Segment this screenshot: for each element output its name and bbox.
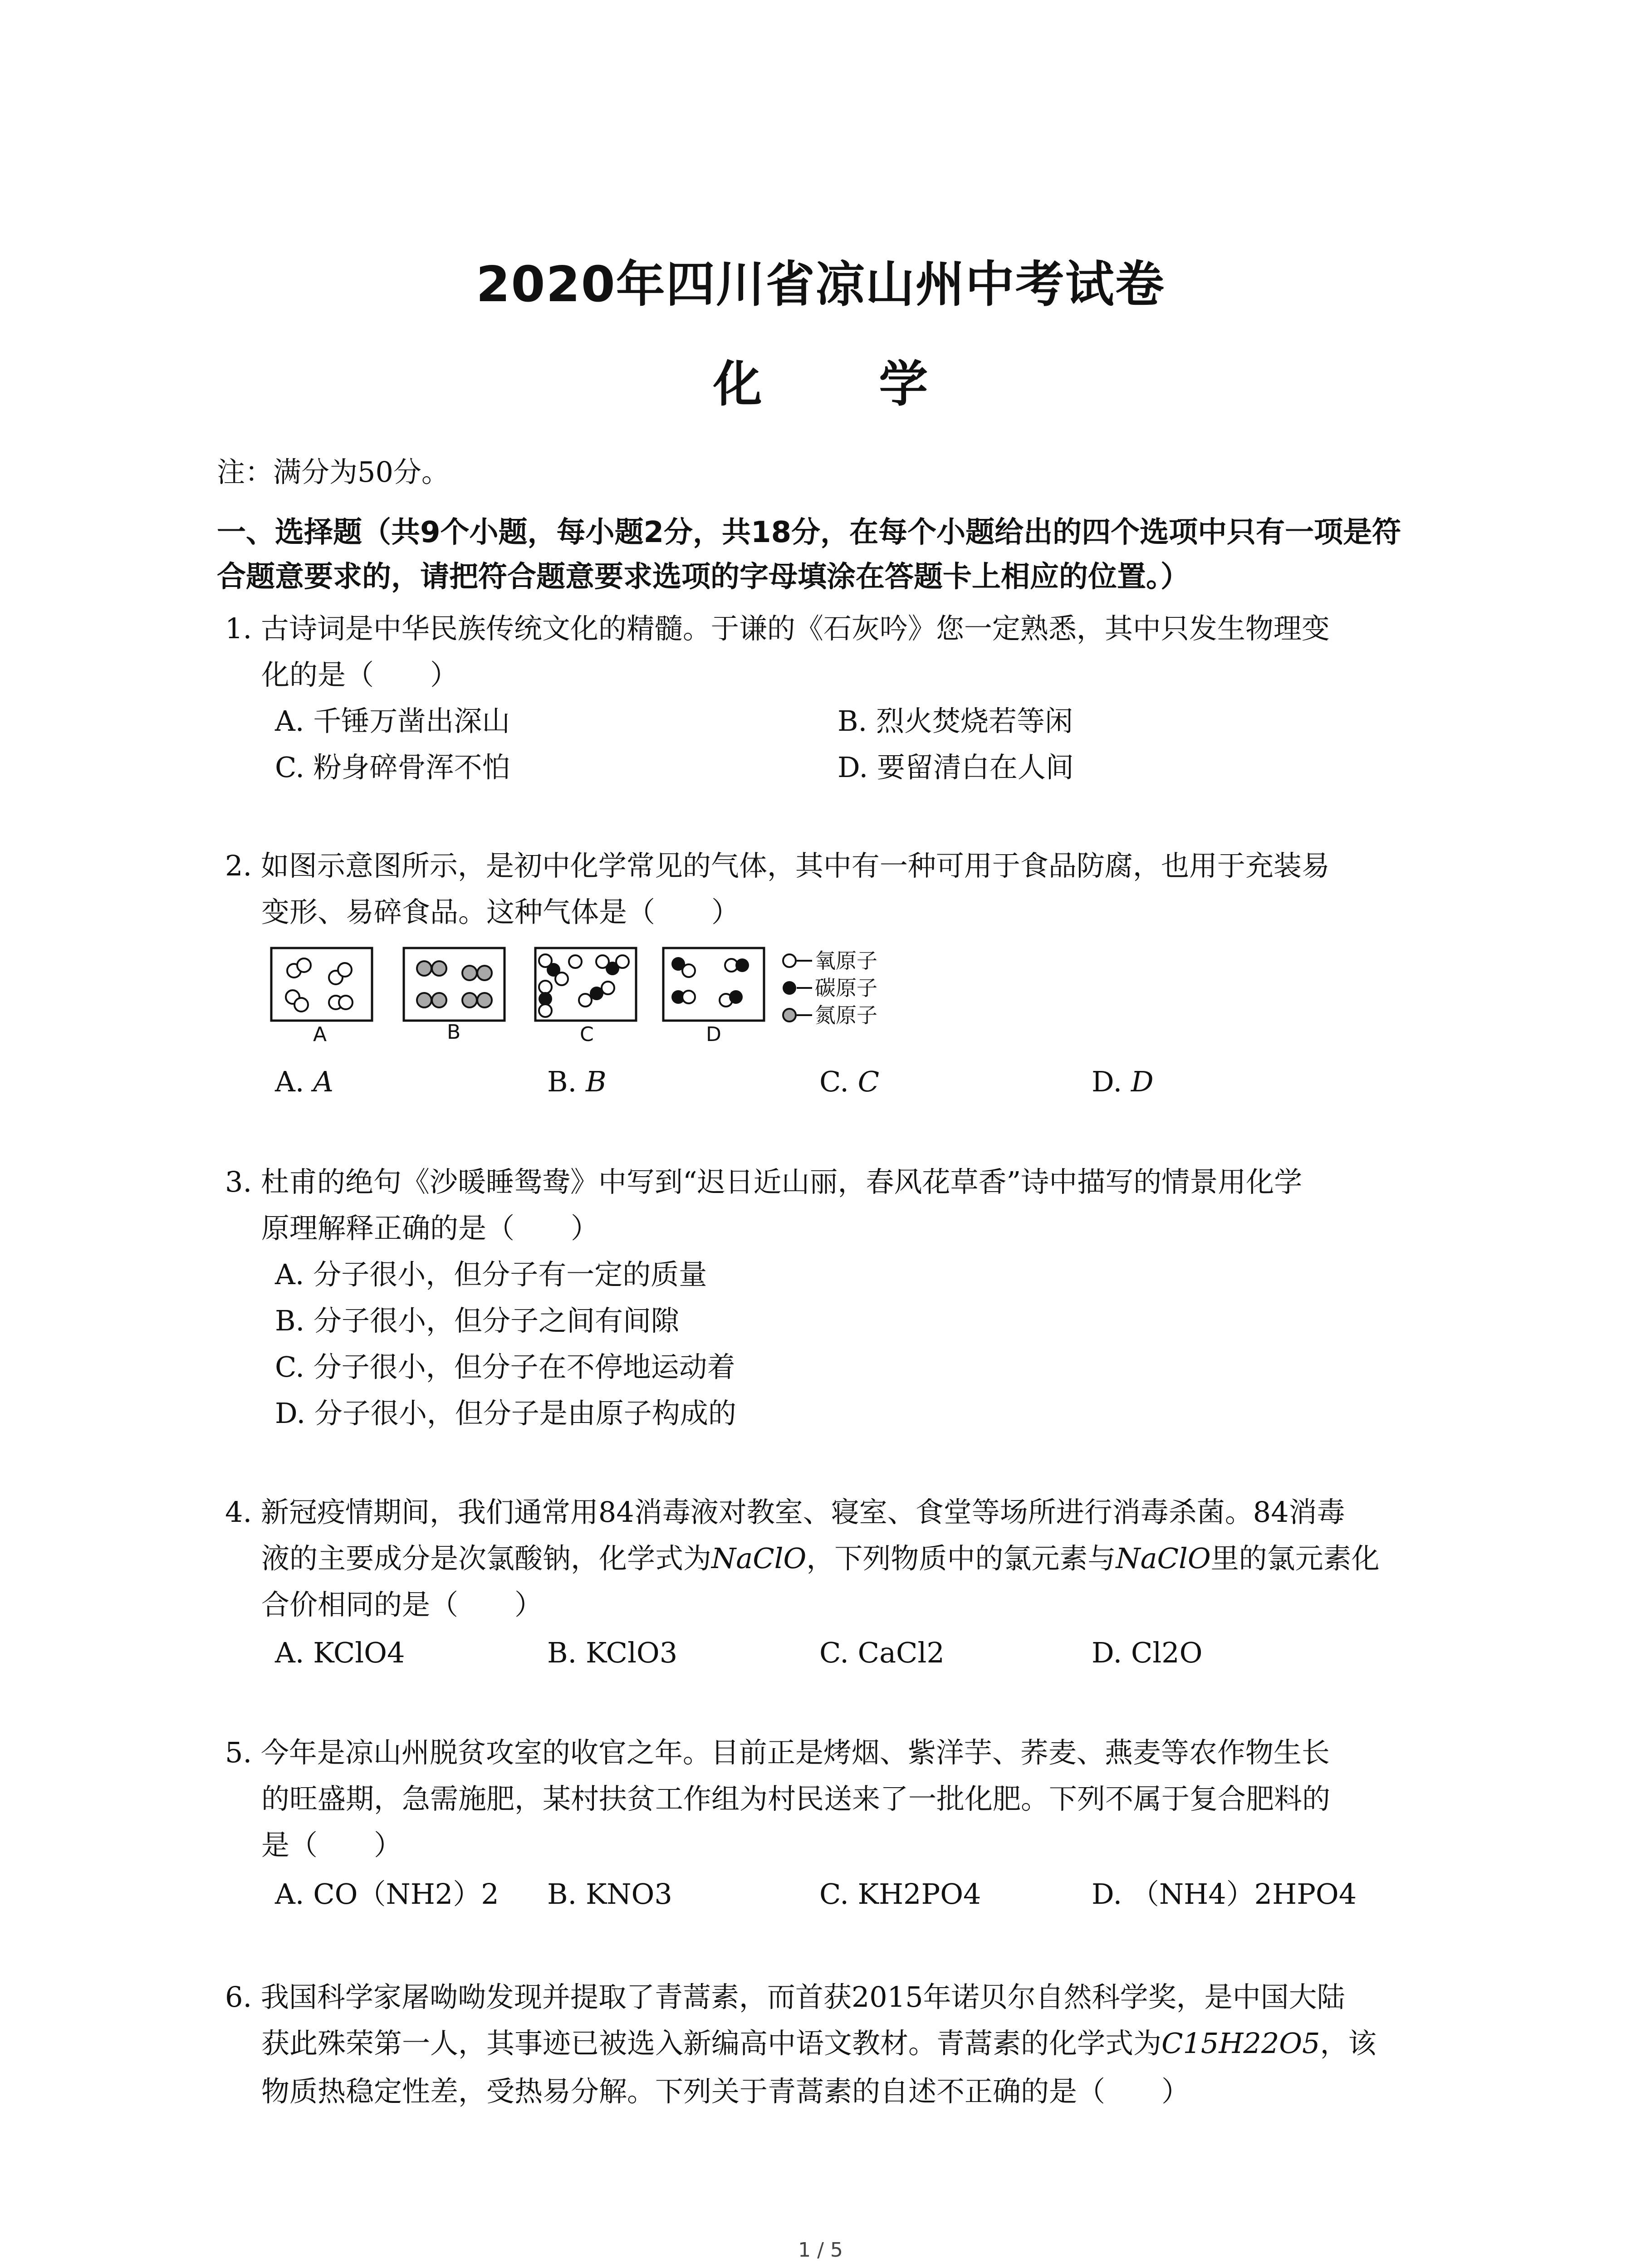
figure-box-d <box>663 948 764 1046</box>
q2-option-a: A. A <box>275 1065 333 1098</box>
note: 注：满分为50分。 <box>217 455 450 489</box>
legend-oxygen: 氧原子 <box>815 948 877 973</box>
q3-option-b: B. 分子很小，但分子之间有间隙 <box>275 1304 679 1337</box>
q4-stem-line3: 合价相同的是（ ） <box>261 1588 543 1621</box>
legend-nitrogen: 氮原子 <box>815 1003 877 1027</box>
figure-box-b <box>404 948 505 1044</box>
q5-stem-line2: 的旺盛期，急需施肥，某村扶贫工作组为村民送来了一批化肥。下列不属于复合肥料的 <box>261 1782 1331 1815</box>
figure-box-a <box>271 948 372 1046</box>
q1-option-c: C. 粉身碎骨浑不怕 <box>275 751 510 784</box>
subject-title: 化 学 <box>713 356 978 413</box>
section-heading-line1: 一、选择题（共9个小题，每小题2分，共18分，在每个小题给出的四个选项中只有一项是符 <box>217 516 1401 549</box>
q6-stem-line2: 获此殊荣第一人，其事迹已被选入新编高中语文教材。青蒿素的化学式为C15H22O5，该 <box>261 2027 1376 2060</box>
q2-stem-line1: 2. 如图示意图所示，是初中化学常见的气体，其中有一种可用于食品防腐，也用于充装易 <box>225 849 1330 882</box>
q4-stem-line2: 液的主要成分是次氯酸钠，化学式为NaClO，下列物质中的氯元素与NaClO里的氯元素化 <box>261 1542 1380 1575</box>
page-title: 2020年四川省凉山州中考试卷 <box>476 256 1165 313</box>
q3-option-a: A. 分子很小，但分子有一定的质量 <box>275 1258 707 1291</box>
q4-option-c: C. CaCl2 <box>819 1636 945 1669</box>
q3-option-d: D. 分子很小，但分子是由原子构成的 <box>275 1397 736 1430</box>
q1-option-a: A. 千锤万凿出深山 <box>275 704 510 738</box>
q5-option-d: D. （NH4）2HPO4 <box>1092 1877 1357 1911</box>
q2-option-c: C. C <box>819 1065 880 1098</box>
q6-stem-line1: 6. 我国科学家屠呦呦发现并提取了青蒿素，而首获2015年诺贝尔自然科学奖，是中国大陆 <box>225 1980 1345 2014</box>
q3-stem-line2: 原理解释正确的是（ ） <box>261 1212 599 1245</box>
page-number: 1 / 5 <box>798 2239 843 2262</box>
figure-label-b: B <box>447 1021 461 1044</box>
figure-box-c <box>535 948 636 1046</box>
q4-option-a: A. KClO4 <box>275 1636 405 1669</box>
q4-stem-line1: 4. 新冠疫情期间，我们通常用84消毒液对教室、寝室、食堂等场所进行消毒杀菌。84消毒 <box>225 1496 1345 1529</box>
q5-option-a: A. CO（NH2）2 <box>275 1877 499 1911</box>
q4-option-b: B. KClO3 <box>547 1636 678 1669</box>
q4-option-d: D. Cl2O <box>1092 1636 1203 1669</box>
q2-molecule-figure <box>268 943 939 1057</box>
q1-stem-line2: 化的是（ ） <box>261 658 459 691</box>
figure-label-d: D <box>706 1023 721 1046</box>
q1-option-b: B. 烈火焚烧若等闲 <box>838 704 1073 738</box>
q2-option-b: B. B <box>547 1065 607 1098</box>
q1-option-d: D. 要留清白在人间 <box>838 751 1074 784</box>
q5-stem-line1: 5. 今年是凉山州脱贫攻室的收官之年。目前正是烤烟、紫洋芋、荞麦、燕麦等农作物生长 <box>225 1736 1330 1769</box>
q2-stem-line2: 变形、易碎食品。这种气体是（ ） <box>261 895 740 929</box>
q3-option-c: C. 分子很小，但分子在不停地运动着 <box>275 1350 735 1383</box>
q5-option-b: B. KNO3 <box>547 1877 672 1911</box>
q5-option-c: C. KH2PO4 <box>819 1877 981 1911</box>
q3-stem-line1: 3. 杜甫的绝句《沙暖睡鸳鸯》中写到“迟日近山丽，春风花草香”诗中描写的情景用化学 <box>225 1165 1303 1198</box>
q6-stem-line3: 物质热稳定性差，受热易分解。下列关于青蒿素的自述不正确的是（ ） <box>261 2075 1190 2108</box>
q2-option-d: D. D <box>1092 1065 1154 1098</box>
q5-stem-line3: 是（ ） <box>261 1828 402 1862</box>
figure-legend <box>783 948 877 1027</box>
legend-carbon: 碳原子 <box>815 976 877 1000</box>
section-heading-line2: 合题意要求的，请把符合题意要求选项的字母填涂在答题卡上相应的位置。） <box>217 560 1190 594</box>
figure-label-a: A <box>313 1023 327 1046</box>
figure-label-c: C <box>580 1023 594 1046</box>
q1-stem-line1: 1. 古诗词是中华民族传统文化的精髓。于谦的《石灰吟》您一定熟悉，其中只发生物理变 <box>225 612 1330 645</box>
